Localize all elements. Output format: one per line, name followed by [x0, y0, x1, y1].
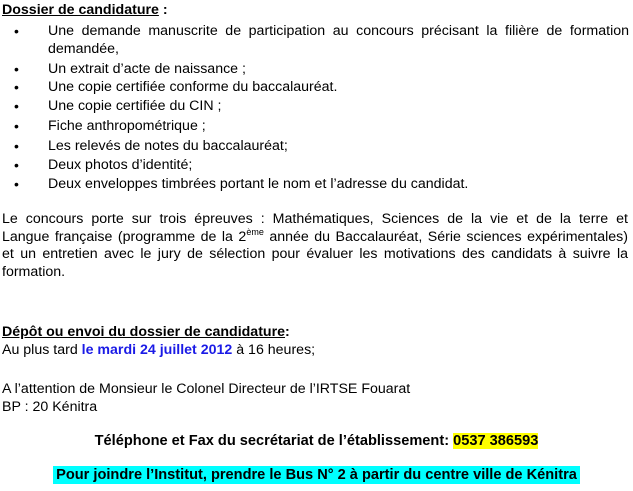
list-item-text: Les relevés de notes du baccalauréat; [48, 138, 288, 154]
depot-deadline [2, 342, 315, 358]
depot-bp: BP : 20 Kénitra [2, 399, 98, 415]
bullet-icon: • [14, 23, 19, 39]
concours-paragraph [2, 211, 628, 281]
list-item-text: Un extrait d’acte de naissance ; [48, 61, 246, 77]
concours-text-a: Le concours porte sur trois épreuves : Mathématiques, Sciences de la vie et de la terre et Langue française (programme de la 2 [2, 211, 628, 245]
list-item-text: Une copie certifiée du CIN ; [48, 98, 222, 114]
concours-text-b: année du Baccalauréat, Série sciences expérimentales) et un entretien avec le jury de sélection pour évaluer les motivations des candidats à suivre la formation. [2, 228, 628, 280]
concours-sup: ème [246, 226, 264, 237]
deadline-suffix: à 16 heures; [232, 342, 316, 358]
list-item [14, 23, 629, 59]
list-item-text: Deux enveloppes timbrées portant le nom et l’adresse du candidat. [48, 176, 469, 192]
contact-line [0, 433, 633, 449]
bullet-icon: • [14, 176, 19, 192]
contact-phone: 0537 386593 [453, 433, 539, 449]
depot-heading [2, 324, 290, 340]
dossier-title: Dossier de candidature [2, 2, 159, 18]
list-item-text: Fiche anthropométrique ; [48, 118, 206, 134]
bullet-icon: • [14, 157, 19, 173]
list-item-text: Deux photos d’identité; [48, 157, 193, 173]
depot-attention: A l’attention de Monsieur le Colonel Directeur de l’IRTSE Fouarat [2, 381, 411, 397]
bullet-icon: • [14, 61, 19, 77]
dossier-title-colon: : [158, 2, 168, 18]
list-item-text: Une copie certifiée conforme du baccalauréat. [48, 79, 338, 95]
depot-title: Dépôt ou envoi du dossier de candidature [2, 324, 286, 340]
bullet-icon: • [14, 118, 19, 134]
depot-title-colon: : [285, 324, 290, 340]
bullet-icon: • [14, 138, 19, 154]
transport-line [0, 467, 633, 483]
bullet-icon: • [14, 98, 19, 114]
bullet-icon: • [14, 79, 19, 95]
deadline-prefix: Au plus tard [2, 342, 82, 358]
dossier-heading [2, 2, 168, 18]
transport-text: Pour joindre l’Institut, prendre le Bus N° 2 à partir du centre ville de Kénitra [53, 466, 580, 484]
list-item-text: Une demande manuscrite de participation au concours précisant la filière de formation demandée, [48, 23, 629, 57]
deadline-date: le mardi 24 juillet 2012 [81, 342, 233, 358]
contact-label: Téléphone et Fax du secrétariat de l’établissement: [94, 433, 454, 449]
